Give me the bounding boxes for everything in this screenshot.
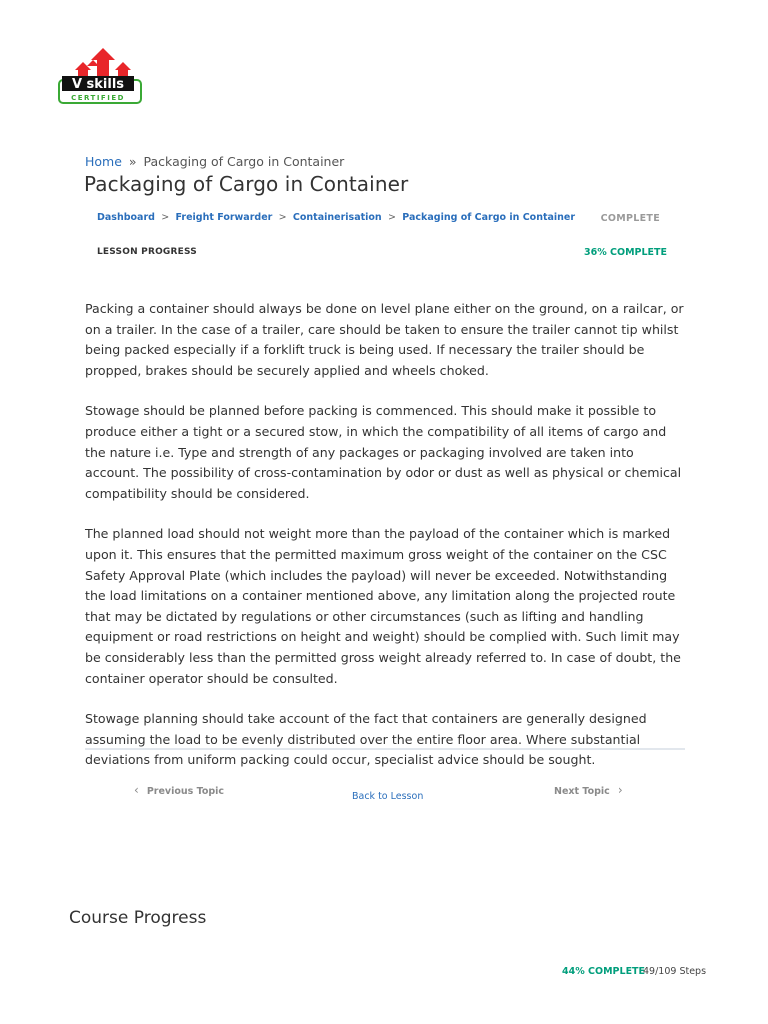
breadcrumb-arrow: > (388, 212, 396, 223)
vskills-logo-graphic (57, 46, 143, 106)
breadcrumb-topic-link[interactable]: Packaging of Cargo in Container (402, 212, 576, 223)
course-progress-value: 44% COMPLETE (562, 966, 646, 977)
content-paragraph: Stowage planning should take account of the fact that containers are generally designed assuming the load to be evenly distributed over the entire floor area. Where substantial deviations from uniform packing could occur, specialist advice should be sought. (85, 711, 647, 768)
chevron-right-icon: › (617, 783, 623, 797)
chevron-left-icon: ‹ (134, 783, 139, 797)
breadcrumb-course-link[interactable]: Freight Forwarder (175, 212, 273, 223)
topic-content (85, 299, 685, 791)
logo-subtext: CERTIFIED (71, 94, 125, 102)
course-breadcrumb (97, 212, 575, 223)
breadcrumb-current: Packaging of Cargo in Container (143, 154, 345, 169)
content-paragraph: Packing a container should always be done on level plane either on the ground, on a railcar, or on a trailer. In the case of a trailer, care should be taken to ensure the trailer cannot tip whilst being packed especially if a forklift truck is being used. If necessary the trailer should be propped, brakes should be securely applied and wheels choked. (85, 301, 684, 378)
breadcrumb (85, 154, 344, 169)
back-to-lesson-link[interactable]: Back to Lesson (352, 791, 424, 802)
breadcrumb-separator: » (128, 154, 137, 169)
lesson-progress-label: LESSON PROGRESS (97, 247, 197, 257)
breadcrumb-dashboard-link[interactable]: Dashboard (97, 212, 155, 223)
breadcrumb-lesson-link[interactable]: Containerisation (292, 212, 382, 223)
page-title: Packaging of Cargo in Container (84, 172, 409, 196)
topic-status-badge: COMPLETE (600, 213, 660, 224)
course-progress-title: Course Progress (69, 908, 207, 928)
content-divider (85, 748, 685, 750)
content-paragraph: The planned load should not weight more than the payload of the container which is marked upon it. This ensures that the permitted maximum gross weight of the container on the CSC Safety Approval Plate (which includes the payload) will never be exceeded. Notwithstanding the load limitations on a container mentioned above, any limitation along the projected route that may be dictated by regulations or other circumstances (such as lifting and handling equipment or road restrictions on height and weight) should be complied with. Such limit may be considerably less than the permitted gross weight already referred to. In case of doubt, the container operator should be consulted. (85, 526, 681, 686)
breadcrumb-arrow: > (161, 212, 170, 223)
next-topic-label: Next Topic (554, 786, 610, 797)
vskills-logo[interactable] (57, 46, 143, 106)
logo-text: V skills (71, 77, 125, 92)
previous-topic-link[interactable] (134, 783, 224, 797)
content-paragraph: Stowage should be planned before packing is commenced. This should make it possible to produce either a tight or a secured stow, in which the compatibility of all items of cargo and the nature i.e. Type and strength of any packages or packaging involved are taken into account. The possibility of cross-contamination by odor or dust as well as physical or chemical compatibility should be considered. (85, 403, 682, 501)
course-steps-count: 49/109 Steps (643, 966, 707, 977)
next-topic-link[interactable] (554, 783, 623, 797)
previous-topic-label: Previous Topic (146, 786, 225, 797)
breadcrumb-home-link[interactable]: Home (85, 154, 122, 169)
lesson-progress-value: 36% COMPLETE (583, 247, 667, 258)
breadcrumb-arrow: > (278, 212, 287, 223)
